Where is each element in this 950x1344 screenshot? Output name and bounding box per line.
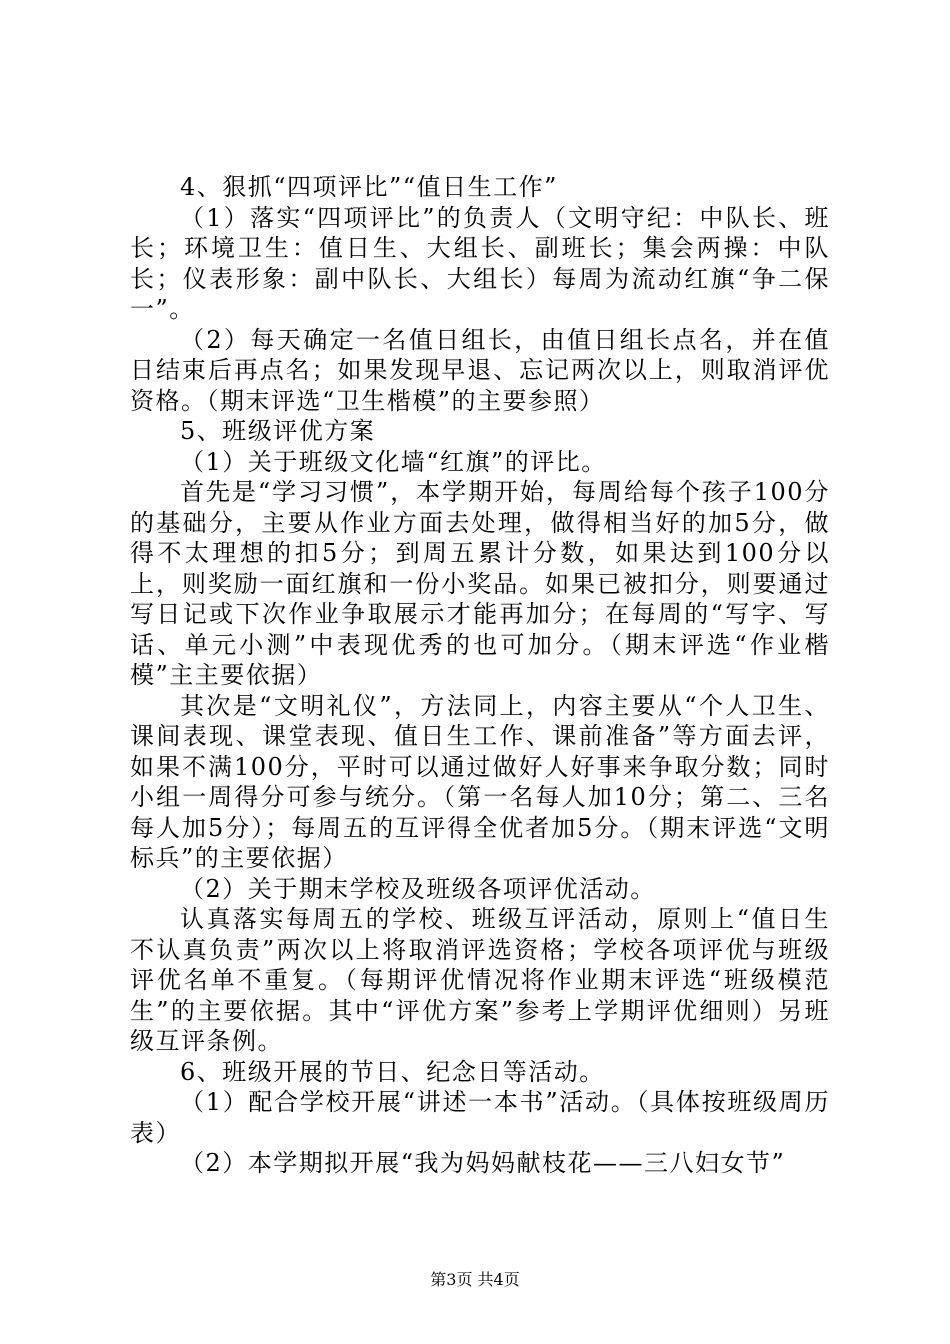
paragraph-6-2: （2）本学期拟开展“我为妈妈献枝花——三八妇女节” xyxy=(180,1149,786,1177)
paragraph-section-5-heading: 5、班级评优方案 xyxy=(180,417,376,445)
document-body xyxy=(130,172,830,1179)
paragraph-5-1: （1）关于班级文化墙“红旗”的评比。 xyxy=(180,447,607,476)
paragraph-6-1: （1）配合学校开展“讲述一本书”活动。（具体按班级周历表） xyxy=(130,1088,830,1147)
paragraph-4-1: （1）落实“四项评比”的负责人（文明守纪：中队长、班长；环境卫生：值日生、大组长、副班长；集会两操：中队长；仪表形象：副中队长、大组长）每周为流动红旗“争二保一”。 xyxy=(130,203,830,323)
paragraph-civility: 其次是“文明礼仪”，方法同上，内容主要从“个人卫生、课间表现、课堂表现、值日生工作、课前准备”等方面去评，如果不满100分，平时可以通过做好人好事来争取分数；同时小组一周得分可参与统分。（第一名每人加10分；第二、三名每人加5分）；每周五的互评得全优者加5分。（期末评选“文明标兵”的主要依据） xyxy=(130,691,830,872)
page-footer: 第3页 共4页 xyxy=(430,1270,520,1289)
paragraph-study-habits: 首先是“学习习惯”，本学期开始，每周给每个孩子100分的基础分，主要从作业方面去处理，做得相当好的加5分，做得不太理想的扣5分；到周五累计分数，如果达到100分以上，则奖励一面红旗和一份小奖品。如果已被扣分，则要通过写日记或下次作业争取展示才能再加分；在每周的“写字、写话、单元小测”中表现优秀的也可加分。（期末评选“作业楷模”主主要依据） xyxy=(130,478,830,689)
paragraph-section-4-heading: 4、狠抓“四项评比”“值日生工作” xyxy=(180,173,558,201)
paragraph-peer-review: 认真落实每周五的学校、班级互评活动，原则上“值日生不认真负责”两次以上将取消评选资格；学校各项评优与班级评优名单不重复。（每期评优情况将作业期末评选“班级模范生”的主要依据。其中“评优方案”参考上学期评优细则）另班级互评条例。 xyxy=(130,905,830,1055)
paragraph-4-2: （2）每天确定一名值日组长，由值日组长点名，并在值日结束后再点名；如果发现早退、忘记两次以上，则取消评优资格。（期末评选“卫生楷模”的主要参照） xyxy=(130,325,830,415)
paragraph-section-6-heading: 6、班级开展的节日、纪念日等活动。 xyxy=(180,1057,605,1086)
paragraph-5-2: （2）关于期末学校及班级各项评优活动。 xyxy=(180,874,656,903)
